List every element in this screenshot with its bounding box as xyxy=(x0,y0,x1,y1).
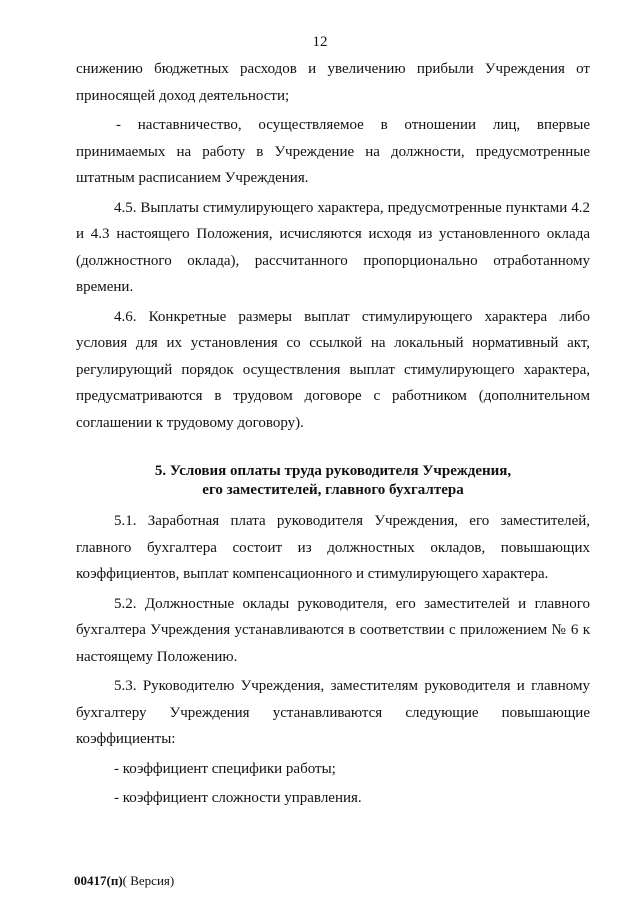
document-footer xyxy=(74,873,174,889)
section-heading-line1: 5. Условия оплаты труда руководителя Учреждения, xyxy=(154,463,512,479)
paragraph-continuation: снижению бюджетных расходов и увеличению прибыли Учреждения от приносящей доход деятельности; xyxy=(76,61,590,104)
section-heading xyxy=(76,462,590,500)
paragraph-mentoring: - наставничество, осуществляемое в отношении лиц, впервые принимаемых на работу в Учреждение на должности, предусмотренные штатным расписанием Учреждения. xyxy=(76,117,590,186)
paragraph-4-6: 4.6. Конкретные размеры выплат стимулирующего характера либо условия для их установления со ссылкой на локальный нормативный акт, регулирующий порядок осуществления выплат стимулирующего характера, предусматриваются в трудовом договоре с работником (дополнительном соглашении к трудовому договору). xyxy=(76,308,590,431)
paragraph-4-5: 4.5. Выплаты стимулирующего характера, предусмотренные пунктами 4.2 и 4.3 настоящего Положения, исчисляются исходя из установленного оклада (должностного оклада), рассчитанного пропорционально отработанному времени. xyxy=(76,199,590,295)
list-item: - коэффициент специфики работы; xyxy=(114,760,336,777)
page-number: 12 xyxy=(312,34,328,50)
document-body xyxy=(76,56,590,815)
list-item: - коэффициент сложности управления. xyxy=(114,790,362,806)
version-label: ( Версия) xyxy=(122,873,175,888)
document-code: 00417(п) xyxy=(74,873,123,888)
paragraph-5-2: 5.2. Должностные оклады руководителя, его заместителей и главного бухгалтера Учреждения устанавливаются в соответствии с приложением № 6 к настоящему Положению. xyxy=(76,595,590,665)
paragraph-5-3: 5.3. Руководителю Учреждения, заместителям руководителя и главному бухгалтеру Учреждения устанавливаются следующие повышающие коэффициенты: xyxy=(76,678,590,747)
paragraph-5-1: 5.1. Заработная плата руководителя Учреждения, его заместителей, главного бухгалтера состоит из должностных окладов, повышающих коэффициентов, выплат компенсационного и стимулирующего характера. xyxy=(76,513,590,582)
section-heading-line2: его заместителей, главного бухгалтера xyxy=(202,482,464,498)
